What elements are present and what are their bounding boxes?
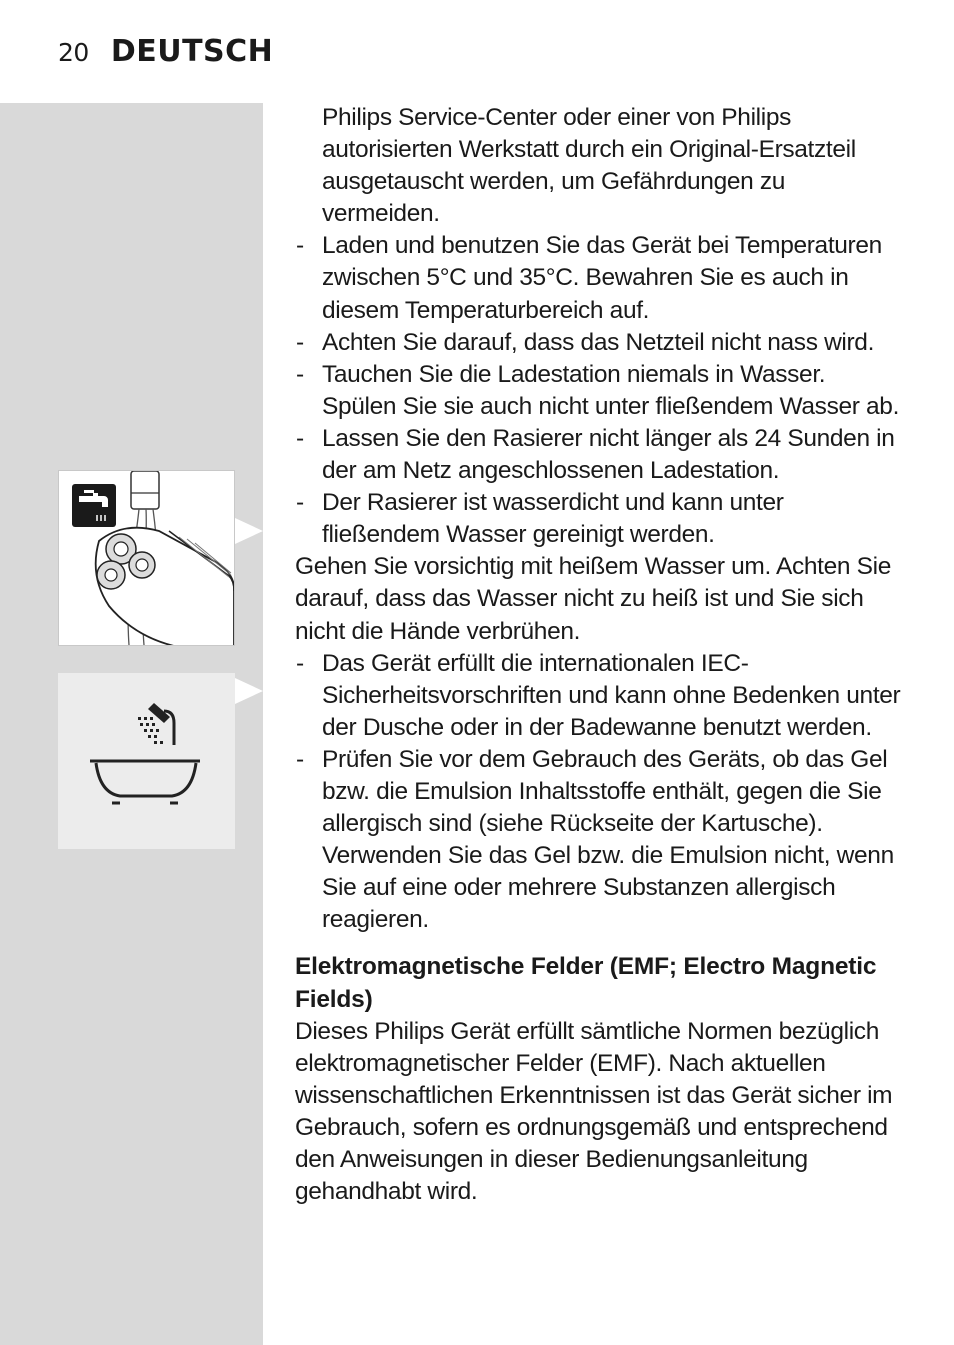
bullet-list [295, 648, 905, 937]
shower-bathtub-icon [58, 673, 235, 849]
list-item: - Achten Sie darauf, dass das Netzteil nicht nass wird. [295, 327, 905, 359]
continuation-text: Philips Service-Center oder einer von Philips autorisierten Werkstatt durch ein Original-Ersatzteil ausgetauscht werden, um Gefährdungen zu vermeiden. [322, 104, 856, 228]
shower-bathtub-figure [58, 673, 235, 849]
page-header [58, 34, 273, 74]
shaver-rinse-icon [59, 471, 234, 645]
emf-heading: Elektromagnetische Felder (EMF; Electro Magnetic Fields) [295, 953, 877, 1013]
figure-pointer [235, 678, 263, 704]
list-item: - Das Gerät erfüllt die internationalen IEC-Sicherheitsvorschriften und kann ohne Bedenken unter der Dusche oder in der Badewanne benutzt werden. [295, 648, 905, 744]
list-item: - Lassen Sie den Rasierer nicht länger als 24 Sunden in der am Netz angeschlossenen Ladestation. [295, 423, 905, 487]
shaver-rinse-figure [58, 470, 235, 646]
list-item: - Der Rasierer ist wasserdicht und kann unter fließendem Wasser gereinigt werden. [295, 487, 905, 551]
list-item: - Prüfen Sie vor dem Gebrauch des Geräts, ob das Gel bzw. die Emulsion Inhaltsstoffe enthält, gegen die Sie allergisch sind (siehe Rückseite der Kartusche). Verwenden Sie das Gel bzw. die Emulsion nicht, wenn Sie auf eine oder mehrere Substanzen allergisch reagieren. [295, 744, 905, 937]
list-item: - Laden und benutzen Sie das Gerät bei Temperaturen zwischen 5°C und 35°C. Bewahren Sie es auch in diesem Temperaturbereich auf. [295, 230, 905, 326]
section-title: DEUTSCH [110, 34, 274, 69]
paragraph: Gehen Sie vorsichtig mit heißem Wasser um. Achten Sie darauf, dass das Wasser nicht zu heiß ist und Sie sich nicht die Hände verbrühen. [295, 553, 892, 645]
main-text [295, 102, 905, 1208]
emf-paragraph: Dieses Philips Gerät erfüllt sämtliche Normen bezüglich elektromagnetischer Felder (EMF). Nach aktuellen wissenschaftlichen Erkenntnissen ist das Gerät sicher im Gebrauch, sofern es ordnungsgemäß und entsprechend den Anweisungen in dieser Bedienungsanleitung gehandhabt wird. [295, 1017, 893, 1206]
list-item: - Tauchen Sie die Ladestation niemals in Wasser. Spülen Sie sie auch nicht unter fließendem Wasser ab. [295, 359, 905, 423]
bullet-list [295, 230, 905, 551]
page-number: 20 [58, 38, 89, 67]
figure-pointer [235, 518, 263, 544]
